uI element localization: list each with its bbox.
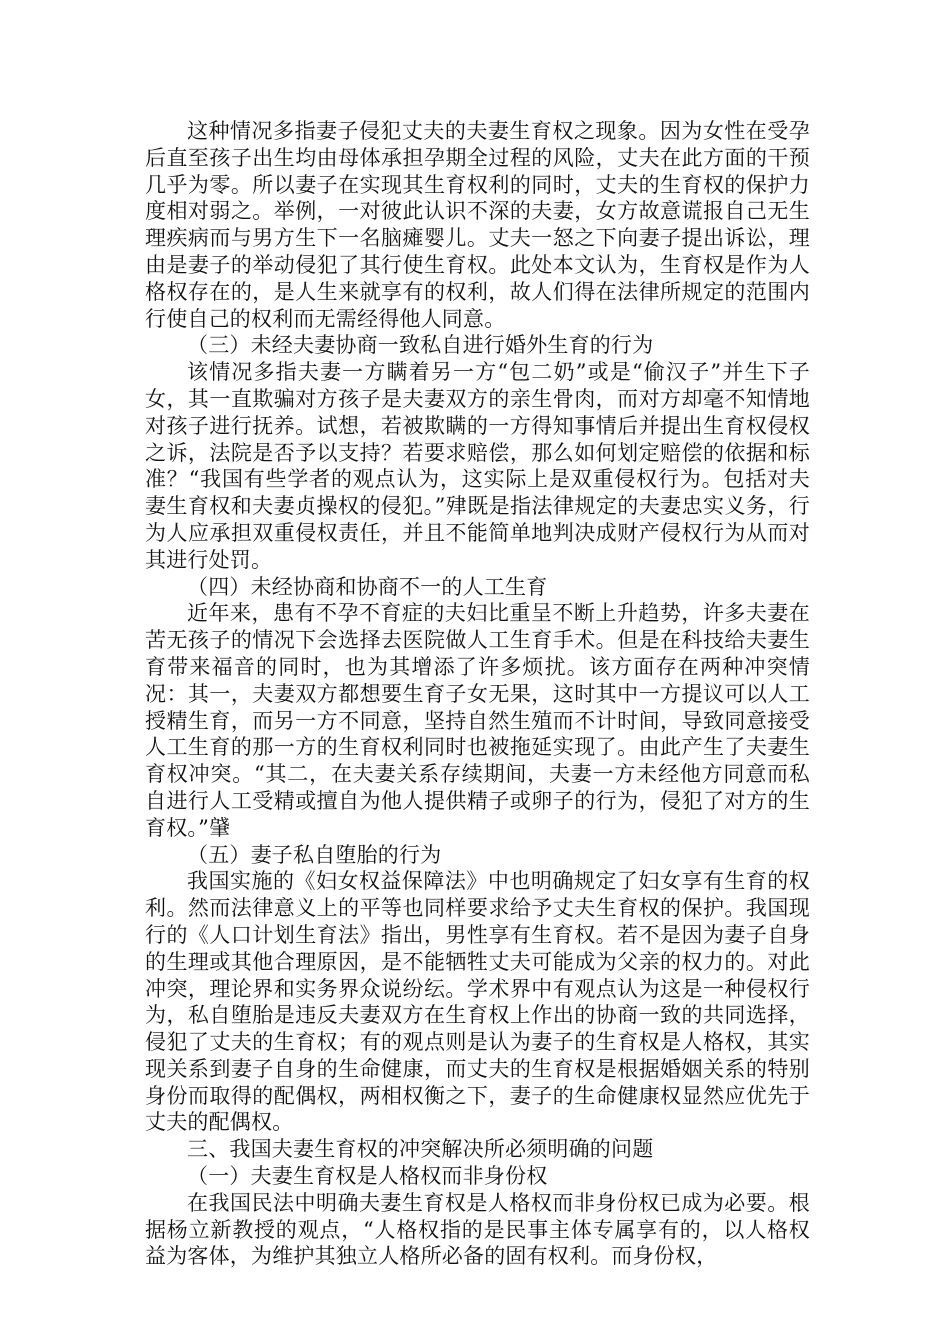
paragraph-artificial-reproduction: 近年来，患有不孕不育症的夫妇比重呈不断上升趋势，许多夫妻在苦无孩子的情况下会选择去医院做人工生育手术。但是在科技给夫妻生育带来福音的同时，也为其增添了许多烦扰。该方面存在两种冲突情况：其一，夫妻双方都想要生育子女无果，这时其中一方提议可以人工授精生育，而另一方不同意，坚持自然生殖而不计时间，导致同意接受人工生育的那一方的生育权利同时也被拖延实现了。由此产生了夫妻生育权冲突。“其二，在夫妻关系存续期间，夫妻一方未经他方同意而私自进行人工受精或擅自为他人提供精子或卵子的行为，侵犯了对方的生育权。”肈 [145,601,810,840]
paragraph-extramarital-birth: 该情况多指夫妻一方瞒着另一方“包二奶”或是“偷汉子”并生下子女，其一直欺骗对方孩子是夫妻双方的亲生骨肉，而对方却毫不知情地对孩子进行抚养。试想，若被欺瞒的一方得知事情后并提出生育权侵权之诉，法院是否予以支持？若要求赔偿，那么如何划定赔偿的依据和标准？“我国有些学者的观点认为，这实际上是双重侵权行为。包括对夫妻生育权和夫妻贞操权的侵犯。”肂既是指法律规定的夫妻忠实义务，行为人应承担双重侵权责任，并且不能简单地判决成财产侵权行为从而对其进行处罚。 [145,360,810,572]
document-page [145,118,810,1270]
section-heading-5: （五）妻子私自堕胎的行为 [187,842,442,867]
section-heading-3: （三）未经夫妻协商一致私自进行婚外生育的行为 [187,333,654,358]
section-heading-4: （四）未经协商和协商不一的人工生育 [187,574,548,599]
paragraph-wife-infringement: 这种情况多指妻子侵犯丈夫的夫妻生育权之现象。因为女性在受孕后直至孩子出生均由母体承担孕期全过程的风险，丈夫在此方面的干预几乎为零。所以妻子在实现其生育权利的同时，丈夫的生育权的保护力度相对弱之。举例，一对彼此认识不深的夫妻，女方故意谎报自己无生理疾病而与男方生下一名脑瘫婴儿。丈夫一怒之下向妻子提出诉讼，理由是妻子的举动侵犯了其行使生育权。此处本文认为，生育权是作为人格权存在的，是人生来就享有的权利，故人们得在法律所规定的范围内行使自己的权利而无需经得他人同意。 [145,119,810,331]
paragraph-personality-right: 在我国民法中明确夫妻生育权是人格权而非身份权已成为必要。根据杨立新教授的观点，“人格权指的是民事主体专属享有的，以人格权益为客体，为维护其独立人格所必备的固有权利。而身份权， [145,1190,810,1269]
chapter-heading-3: 三、我国夫妻生育权的冲突解决所必须明确的问题 [187,1137,654,1162]
section-heading-1: （一）夫妻生育权是人格权而非身份权 [187,1164,548,1189]
paragraph-abortion: 我国实施的《妇女权益保障法》中也明确规定了妇女享有生育的权利。然而法律意义上的平等也同样要求给予丈夫生育权的保护。我国现行的《人口计划生育法》指出，男性享有生育权。若不是因为妻子自身的生理或其他合理原因，是不能牺牲丈夫可能成为父亲的权力的。对此冲突，理论界和实务界众说纷纭。学术界中有观点认为这是一种侵权行为，私自堕胎是违反夫妻双方在生育权上作出的协商一致的共同选择，侵犯了丈夫的生育权；有的观点则是认为妻子的生育权是人格权，其实现关系到妻子自身的生命健康，而丈夫的生育权是根据婚姻关系的特别身份而取得的配偶权，两相权衡之下，妻子的生命健康权显然应优先于丈夫的配偶权。 [145,869,810,1135]
